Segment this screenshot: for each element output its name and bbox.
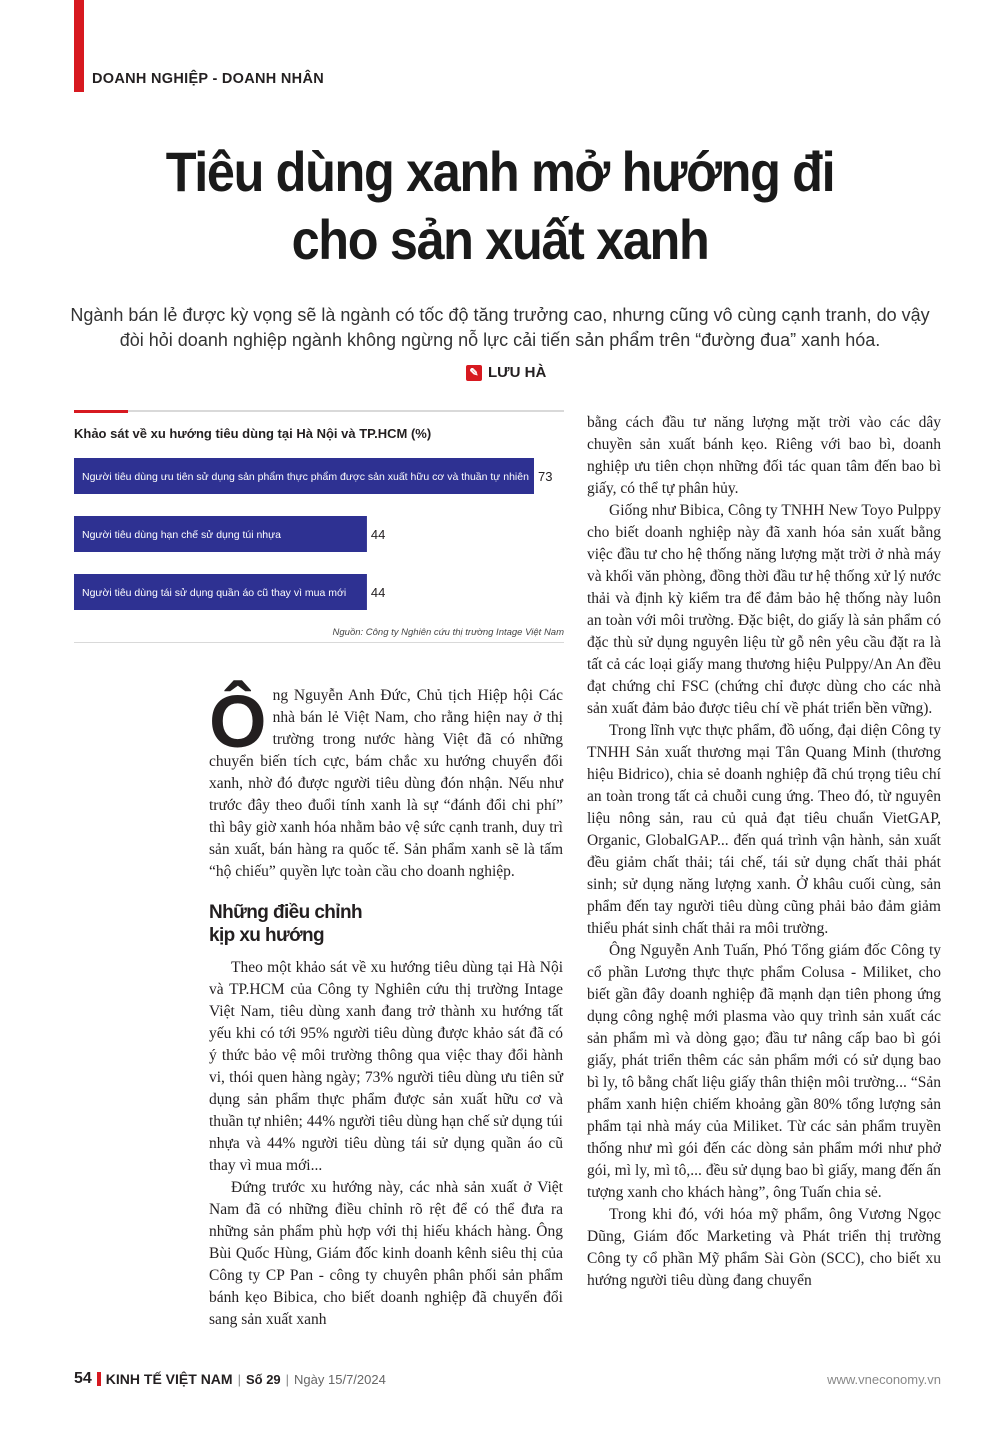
paragraph-continued: bằng cách đầu tư năng lượng mặt trời vào các dây chuyền sản xuất bánh kẹo. Riêng với bao bì, doanh nghiệp ưu tiên chọn những đối tác quan tâm đến bao bì giấy, có thể tự phân hủy. xyxy=(587,414,941,497)
chart-value-label: 44 xyxy=(370,527,386,542)
subheading-line-2: kịp xu hướng xyxy=(209,925,325,946)
issue-number: Số 29 xyxy=(245,1371,281,1387)
article-lead: Ngành bán lẻ được kỳ vọng sẽ là ngành có tốc độ tăng trưởng cao, nhưng cũng vô cùng cạnh tranh, do vậy đòi hỏi doanh nghiệp ngành không ngừng nỗ lực cải tiến sản phẩm trên “đường đua” xanh hóa. xyxy=(70,305,930,350)
pen-icon: ✎ xyxy=(466,365,482,381)
survey-bar-chart xyxy=(74,450,564,620)
chart-source: Nguồn: Công ty Nghiên cứu thị trường Intage Việt Nam xyxy=(332,627,564,638)
paragraph-survey: Theo một khảo sát về xu hướng tiêu dùng tại Hà Nội và TP.HCM của Công ty Nghiên cứu thị trường Intage Việt Nam, tiêu dùng xanh đang trở thành xu hướng tất yếu khi có tới 95% người tiêu dùng được khảo sát đã có ý thức bảo vệ môi trường thông qua việc thay đổi hành vi, thói quen hàng ngày; 73% người tiêu dùng ưu tiên sử dụng sản phẩm thực phẩm được sản xuất hữu cơ và thuần tự nhiên; 44% người tiêu dùng hạn chế sử dụng túi nhựa và 44% người tiêu dùng tái sử dụng quần áo cũ thay vì mua mới... xyxy=(209,959,563,1174)
chart-accent-rule xyxy=(74,410,128,413)
paragraph-bidrico: Trong lĩnh vực thực phẩm, đồ uống, đại diện Công ty TNHH Sản xuất thương mại Tân Quang Minh (thương hiệu Bidrico), chia sẻ doanh nghiệp đã chú trọng tiêu chí an toàn trong tất cả chuỗi cung ứng. Theo đó, từ nguyên liệu nông sản, rau củ quả đạt tiêu chuẩn VietGAP, Organic, GlobalGAP... đến quá trình vận hành, sản xuất đều giảm chất thải; tái chế, tái sử dụng chất thải phát sinh; sử dụng năng lượng xanh. Ở khâu cuối cùng, sản phẩm đến tay người tiêu dùng cũng phải bảo đảm giảm thiểu phát sinh chất thải ra môi trường. xyxy=(587,722,941,937)
title-line-1: Tiêu dùng xanh mở hướng đi xyxy=(165,140,835,203)
intro-paragraph xyxy=(209,680,563,883)
page-number: 54 xyxy=(74,1370,92,1387)
chart-category-label: Người tiêu dùng hạn chế sử dụng túi nhựa xyxy=(82,529,282,541)
issue-date: Ngày 15/7/2024 xyxy=(294,1371,386,1387)
footer-separator: | xyxy=(237,1371,241,1387)
chart-top-rule xyxy=(74,410,564,412)
section-marker-bar xyxy=(74,0,84,92)
paragraph-scc: Trong khi đó, với hóa mỹ phẩm, ông Vương Ngọc Dũng, Giám đốc Marketing và Phát triển thị trường Công ty cổ phần Mỹ phẩm Sài Gòn (SCC), cho biết xu hướng người tiêu dùng đang chuyển xyxy=(587,1206,941,1289)
footer-separator: | xyxy=(285,1371,290,1387)
chart-title: Khảo sát về xu hướng tiêu dùng tại Hà Nội và TP.HCM (%) xyxy=(74,426,432,441)
paragraph-miliket: Ông Nguyễn Anh Tuấn, Phó Tổng giám đốc Công ty cổ phần Lương thực thực phẩm Colusa - Miliket, cho biết gần đây doanh nghiệp đã mạnh dạn tiên phong ứng dụng công nghệ mới plasma vào quy trình sản xuất các sản phẩm mì và dòng gạo; đầu tư nâng cấp bao bì gói giấy, phát triển thêm các sản phẩm mới có sử dụng bao bì ly, tô bằng chất liệu giấy thân thiện môi trường... “Sản phẩm xanh hiện chiếm khoảng gần 80% tổng lượng sản phẩm tại nhà máy của Miliket. Từ các sản phẩm truyền thống như mì gói đến các dòng sản phẩm mới như phở gói, mì ly, mì tô,... đều sử dụng bao bì giấy, mang đến ấn tượng xanh cho khách hàng”, ông Tuấn chia sẻ. xyxy=(587,942,941,1201)
author-name: LƯU HÀ xyxy=(488,364,547,381)
paragraph-pulppy: Giống như Bibica, Công ty TNHH New Toyo Pulppy cho biết doanh nghiệp này đã xanh hóa sản xuất bằng việc đầu tư cho hệ thống năng lượng mặt trời ở nhà máy và khối văn phòng, đồng thời đầu tư hệ thống xử lý nước thải và định kỳ kiểm tra để đảm bảo hệ thống này luôn an toàn với môi trường. Đặc biệt, do giấy là sản phẩm có đặc thù sử dụng nguyên liệu từ gỗ nên yêu cầu đặt ra là tất cả các loại giấy mang thương hiệu Pulppy/An An đều đạt chứng chỉ FSC (chứng chỉ được dùng cho các nhà sản xuất đảm bảo được tiêu chí về phát triển bền vững). xyxy=(587,502,941,717)
paragraph-bibica: Đứng trước xu hướng này, các nhà sản xuất ở Việt Nam đã có những điều chỉnh rõ rệt để có thể đưa ra những sản phẩm phù hợp với thị hiếu khách hàng. Ông Bùi Quốc Hùng, Giám đốc kinh doanh kênh siêu thị của Công ty CP Pan - công ty chuyên phân phối sản phẩm bánh kẹo Bibica, cho biết doanh nghiệp đã chuyển đổi sang sản xuất xanh xyxy=(209,1179,563,1328)
section-label: DOANH NGHIỆP - DOANH NHÂN xyxy=(92,71,324,87)
page-footer xyxy=(74,1370,386,1388)
footer-accent xyxy=(97,1372,101,1386)
byline xyxy=(466,364,546,381)
chart-category-label: Người tiêu dùng tái sử dụng quần áo cũ thay vì mua mới xyxy=(82,587,347,599)
subheading-line-1: Những điều chỉnh xyxy=(209,902,362,923)
right-column xyxy=(587,412,941,1292)
chart-value-label: 73 xyxy=(538,469,553,484)
website-link[interactable]: www.vneconomy.vn xyxy=(827,1372,941,1387)
intro-text: ng Nguyễn Anh Đức, Chủ tịch Hiệp hội Các nhà bán lẻ Việt Nam, cho rằng hiện nay ở thị trường trong nước hàng Việt đã có những chuyển biến tích cực, bám chắc xu hướng chuyển đổi xanh, nhờ đó được người tiêu dùng đón nhận. Nếu như trước đây theo đuổi tính xanh là sự “đánh đổi chi phí” thì bây giờ xanh hóa nhằm bảo vệ sức cạnh tranh, duy trì sản xuất, bán hàng ra quốc tế. Sản phẩm xanh sẽ là tấm “hộ chiếu” quyền lực toàn cầu cho doanh nghiệp. xyxy=(209,687,563,880)
article-title xyxy=(104,138,896,274)
magazine-name: KINH TẾ VIỆT NAM xyxy=(105,1371,233,1387)
left-column xyxy=(209,680,563,1331)
title-line-2: cho sản xuất xanh xyxy=(291,208,709,271)
subheading xyxy=(209,901,563,947)
chart-bottom-rule xyxy=(74,642,564,643)
dropcap: Ô xyxy=(209,680,267,763)
chart-category-label: Người tiêu dùng ưu tiên sử dụng sản phẩm thực phẩm được sản xuất hữu cơ và thuần tự nhiên xyxy=(82,471,529,483)
chart-value-label: 44 xyxy=(370,585,386,600)
